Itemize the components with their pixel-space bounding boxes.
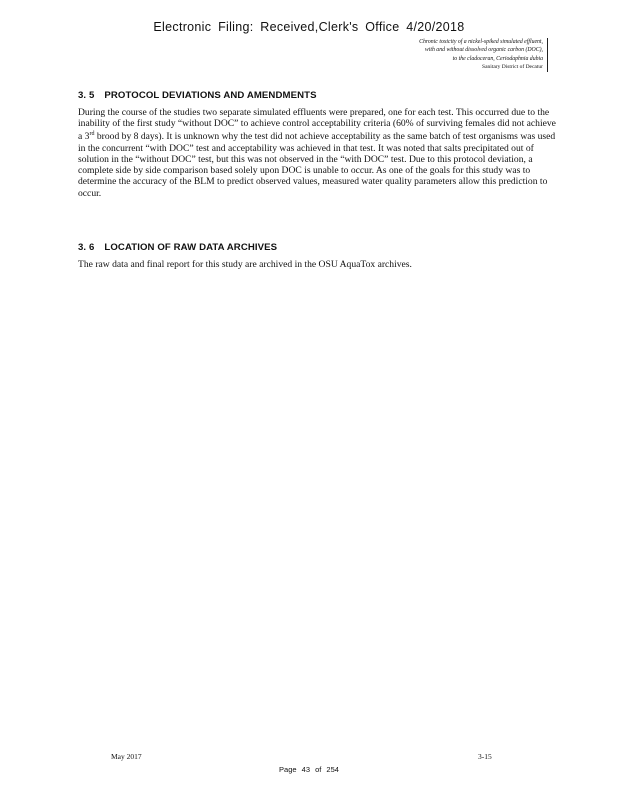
- running-header-organization: Sanitary District of Decatur: [482, 64, 543, 71]
- footer-date: May 2017: [111, 752, 142, 761]
- running-header-line: Chronic toxicity of a nickel-spiked simulated effluent,: [419, 39, 543, 45]
- ordinal-superscript: rd: [89, 131, 95, 138]
- section-title: PROTOCOL DEVIATIONS AND AMENDMENTS: [104, 90, 317, 101]
- section-number: 3. 6: [78, 242, 95, 253]
- running-header-line: with and without dissolved organic carbon (DOC),: [424, 47, 543, 54]
- section-raw-data-archives: [78, 242, 560, 270]
- section-heading: [78, 242, 560, 253]
- running-header-line: to the cladoceran, Ceriodaphnia dubia: [452, 55, 543, 62]
- paragraph-text: brood by 8 days). It is unknown why the test did not achieve acceptability as the same batch of test organisms was used in the concurrent “with DOC” test and acceptability was achieved in that test. It was noted that salts precipitated out of solution in the “without DOC” test, but this was not observed in the “with DOC” test. Due to this protocol deviation, a complete side by side comparison based solely upon DOC is unable to occur. As one of the goals for this study was to determine the accuracy of the BLM to predict observed values, measured water quality parameters allow this prediction to occur.: [78, 131, 556, 199]
- section-paragraph: [78, 107, 560, 199]
- running-header: [343, 38, 548, 72]
- filing-stamp: Electronic Filing: Received,Clerk's Office 4/20/2018: [153, 20, 465, 34]
- footer-page-count: Page 43 of 254: [279, 765, 339, 774]
- section-title: LOCATION OF RAW DATA ARCHIVES: [104, 242, 278, 253]
- footer-page-number: 3-15: [478, 752, 492, 761]
- section-number: 3. 5: [78, 90, 95, 101]
- section-heading: [78, 90, 560, 101]
- section-paragraph: The raw data and final report for this study are archived in the OSU AquaTox archives.: [78, 259, 412, 270]
- section-protocol-deviations: [78, 90, 560, 199]
- paragraph-text: During the course of the studies two separate simulated effluents were prepared, one for each test. This occurred due to the inability of the first study “without DOC” to achieve control acceptability criteria (60% of surviving females did not achieve a 3: [78, 107, 556, 143]
